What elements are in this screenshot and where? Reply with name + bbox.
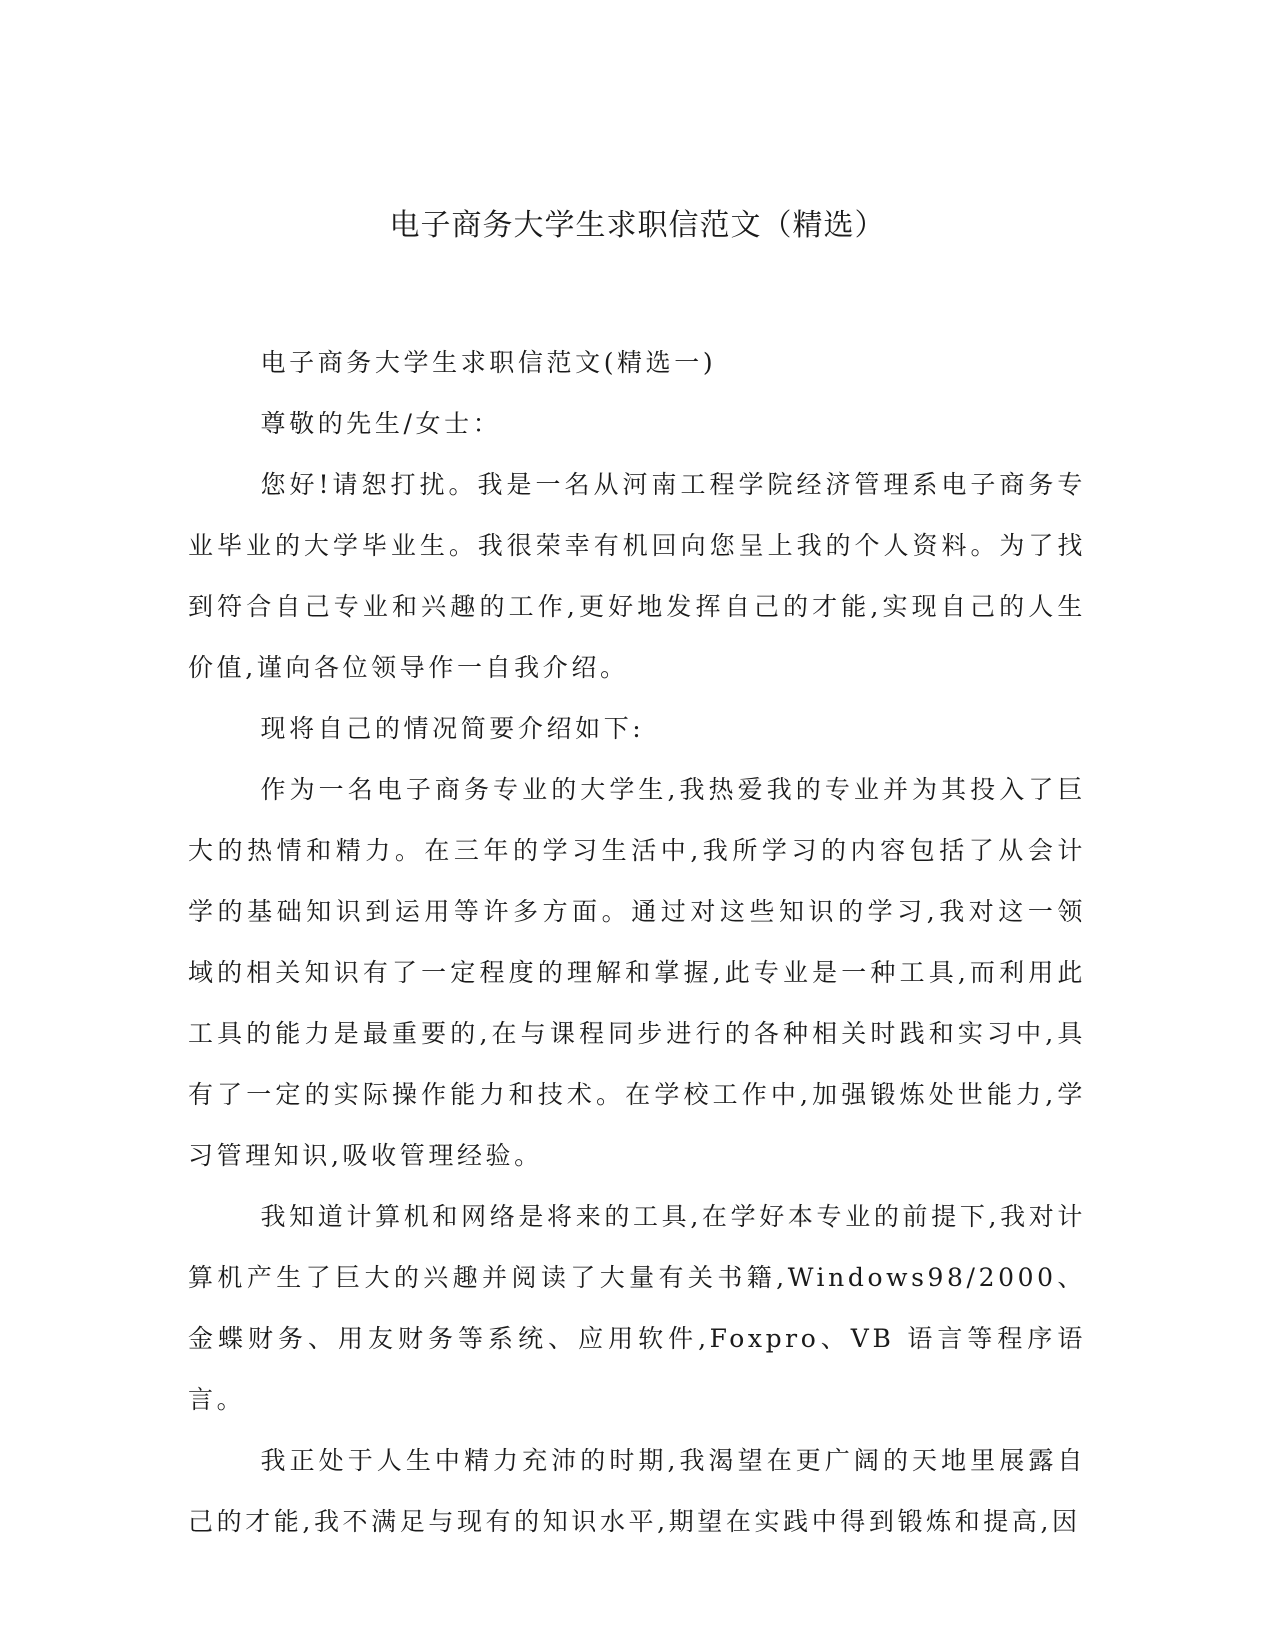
sample-heading: 电子商务大学生求职信范文(精选一) — [260, 348, 717, 377]
paragraph-studies: 作为一名电子商务专业的大学生,我热爱我的专业并为其投入了巨大的热情和精力。在三年的学习生活中,我所学习的内容包括了从会计学的基础知识到运用等许多方面。通过对这些知识的学习,我对这一领域的相关知识有了一定程度的理解和掌握,此专业是一种工具,而利用此工具的能力是最重要的,在与课程同步进行的各种相关时践和实习中,具有了一定的实际操作能力和技术。在学校工作中,加强锻炼处世能力,学习管理知识,吸收管理经验。 — [188, 775, 1086, 1170]
paragraph-computer-skills: 我知道计算机和网络是将来的工具,在学好本专业的前提下,我对计算机产生了巨大的兴趣并阅读了大量有关书籍,Windows98/2000、金蝶财务、用友财务等系统、应用软件,Foxpro、VB 语言等程序语言。 — [188, 1202, 1086, 1414]
salutation: 尊敬的先生/女士： — [260, 409, 502, 438]
document-title: 电子商务大学生求职信范文（精选） — [389, 208, 886, 243]
paragraph-overview-lead: 现将自己的情况简要介绍如下: — [260, 714, 645, 743]
paragraph-aspiration: 我正处于人生中精力充沛的时期,我渴望在更广阔的天地里展露自己的才能,我不满足与现有的知识水平,期望在实践中得到锻炼和提高,因 — [188, 1446, 1086, 1536]
paragraph-introduction: 您好!请恕打扰。我是一名从河南工程学院经济管理系电子商务专业毕业的大学毕业生。我很荣幸有机回向您呈上我的个人资料。为了找到符合自己专业和兴趣的工作,更好地发挥自己的才能,实现自己的人生价值,谨向各位领导作一自我介绍。 — [188, 470, 1086, 682]
letter-body — [188, 332, 1086, 1552]
